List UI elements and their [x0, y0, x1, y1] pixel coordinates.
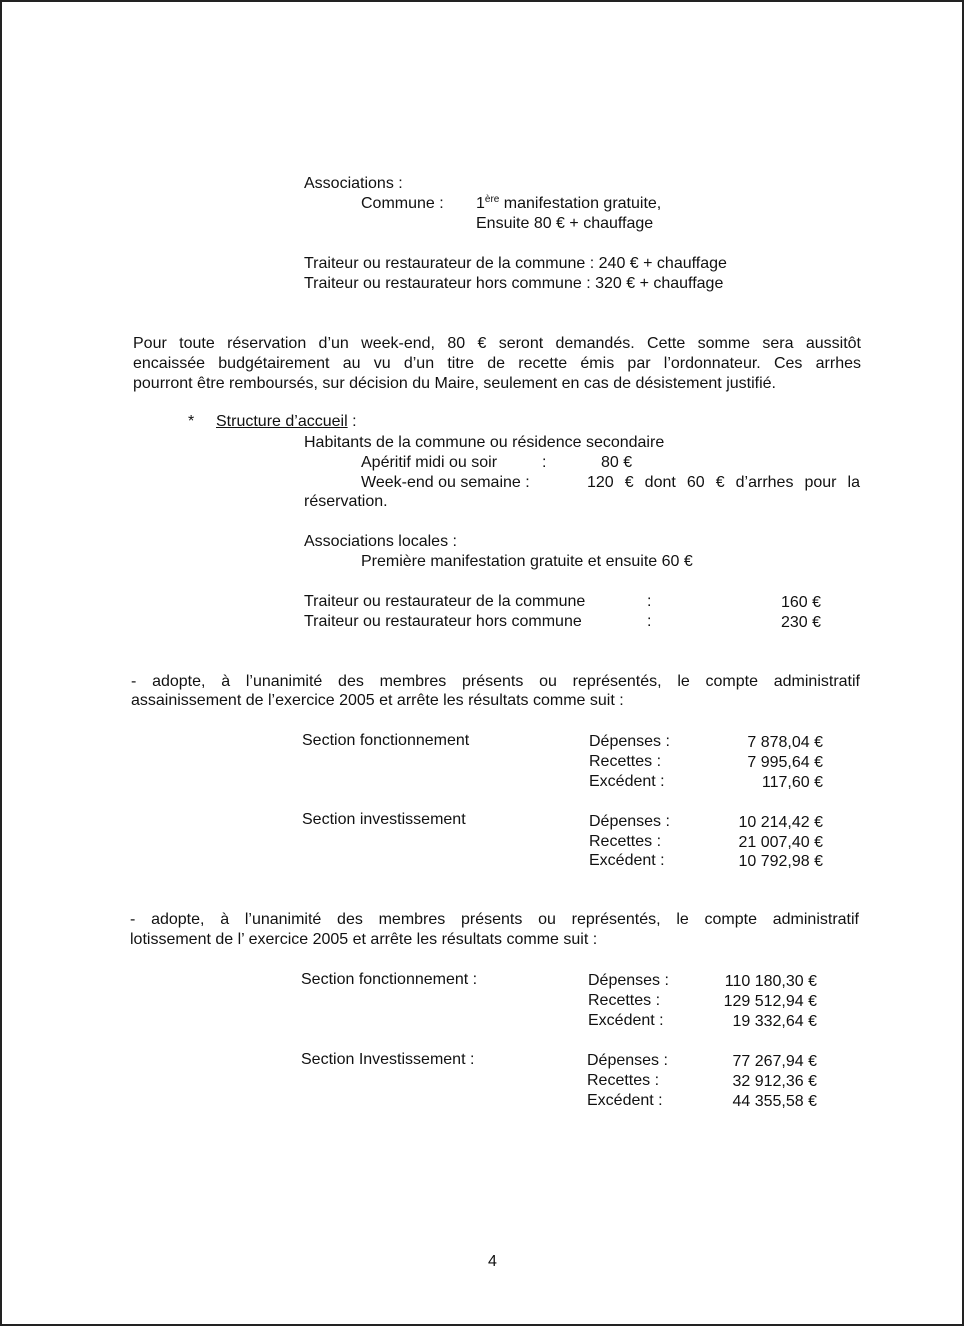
reservation-paragraph-line: encaissée budgétairement au vu d’un titre de recette émis par l’ordonnateur. Ces arrhes — [133, 355, 861, 372]
assainissement-intro-line: - adopte, à l’unanimité des membres présents ou représentés, le compte administratif — [131, 673, 860, 690]
row-value: 21 007,40 € — [738, 834, 823, 851]
structure-caterer-value: 230 € — [780, 614, 821, 631]
first-event-line — [476, 194, 661, 214]
weekend-value: 120 € dont 60 € d’arrhes pour la — [587, 474, 860, 491]
row-value: 110 180,30 € — [724, 973, 817, 990]
row-label: Excédent : — [589, 852, 665, 869]
row-label: Dépenses : — [589, 733, 670, 750]
row-value: 77 267,94 € — [732, 1053, 817, 1070]
row-value: 7 878,04 € — [747, 734, 823, 751]
row-value: 129 512,94 € — [723, 993, 817, 1010]
local-associations-title: Associations locales : — [304, 533, 457, 550]
aperitif-value: 80 € — [601, 454, 633, 471]
row-label: Excédent : — [588, 1012, 664, 1029]
page-number: 4 — [488, 1253, 497, 1270]
weekend-label: Week-end ou semaine : — [361, 474, 530, 491]
section-name: Section fonctionnement : — [301, 971, 478, 988]
section-name: Section investissement — [302, 811, 466, 828]
row-label: Recettes : — [588, 992, 661, 1009]
row-label: Excédent : — [589, 773, 665, 790]
then-price-line: Ensuite 80 € + chauffage — [476, 215, 654, 232]
row-label: Excédent : — [587, 1092, 663, 1109]
weekend-continuation: réservation. — [304, 493, 388, 510]
lotissement-intro-line: - adopte, à l’unanimité des membres présents ou représentés, le compte administratif — [130, 911, 859, 928]
row-label: Recettes : — [589, 753, 662, 770]
local-associations-detail: Première manifestation gratuite et ensuite 60 € — [361, 553, 693, 570]
assainissement-intro-line: assainissement de l’exercice 2005 et arrête les résultats comme suit : — [131, 692, 624, 709]
row-value: 10 214,42 € — [738, 814, 823, 831]
first-event-number: 1 — [476, 195, 485, 212]
aperitif-label: Apéritif midi ou soir — [361, 454, 498, 471]
row-label: Dépenses : — [589, 813, 670, 830]
bullet-star: * — [188, 413, 195, 430]
section-name: Section Investissement : — [301, 1051, 475, 1068]
section-name: Section fonctionnement — [302, 732, 470, 749]
caterer-commune-line: Traiteur ou restaurateur de la commune : 240 € + chauffage — [304, 255, 727, 272]
structure-title: Structure d’accueil — [216, 413, 348, 430]
structure-caterer-colon: : — [647, 613, 652, 630]
structure-title-colon: : — [347, 413, 357, 430]
row-value: 7 995,64 € — [747, 754, 823, 771]
row-value: 44 355,58 € — [732, 1093, 817, 1110]
structure-heading — [216, 412, 357, 432]
aperitif-colon: : — [542, 454, 547, 471]
reservation-paragraph-line: pourront être remboursés, sur décision du Maire, seulement en cas de désistement justifié. — [133, 375, 776, 392]
caterer-outside-line: Traiteur ou restaurateur hors commune : 320 € + chauffage — [304, 275, 724, 292]
row-label: Dépenses : — [587, 1052, 668, 1069]
first-event-text: manifestation gratuite, — [499, 195, 662, 212]
structure-caterer-value: 160 € — [780, 594, 821, 611]
reservation-paragraph-line: Pour toute réservation d’un week-end, 80 € seront demandés. Cette somme sera aussitôt — [133, 335, 861, 352]
structure-caterer-colon: : — [647, 593, 652, 610]
row-value: 117,60 € — [761, 774, 823, 791]
row-value: 32 912,36 € — [732, 1073, 817, 1090]
associations-title: Associations : — [304, 175, 403, 192]
residents-line: Habitants de la commune ou résidence secondaire — [304, 434, 665, 451]
first-event-superscript: ère — [484, 194, 500, 205]
lotissement-intro-line: lotissement de l’ exercice 2005 et arrête les résultats comme suit : — [130, 931, 598, 948]
row-label: Recettes : — [587, 1072, 660, 1089]
commune-label: Commune : — [361, 195, 444, 212]
row-label: Recettes : — [589, 833, 662, 850]
row-value: 19 332,64 € — [732, 1013, 817, 1030]
row-value: 10 792,98 € — [738, 853, 823, 870]
structure-caterer-label: Traiteur ou restaurateur de la commune — [304, 593, 586, 610]
row-label: Dépenses : — [588, 972, 669, 989]
structure-caterer-label: Traiteur ou restaurateur hors commune — [304, 613, 582, 630]
